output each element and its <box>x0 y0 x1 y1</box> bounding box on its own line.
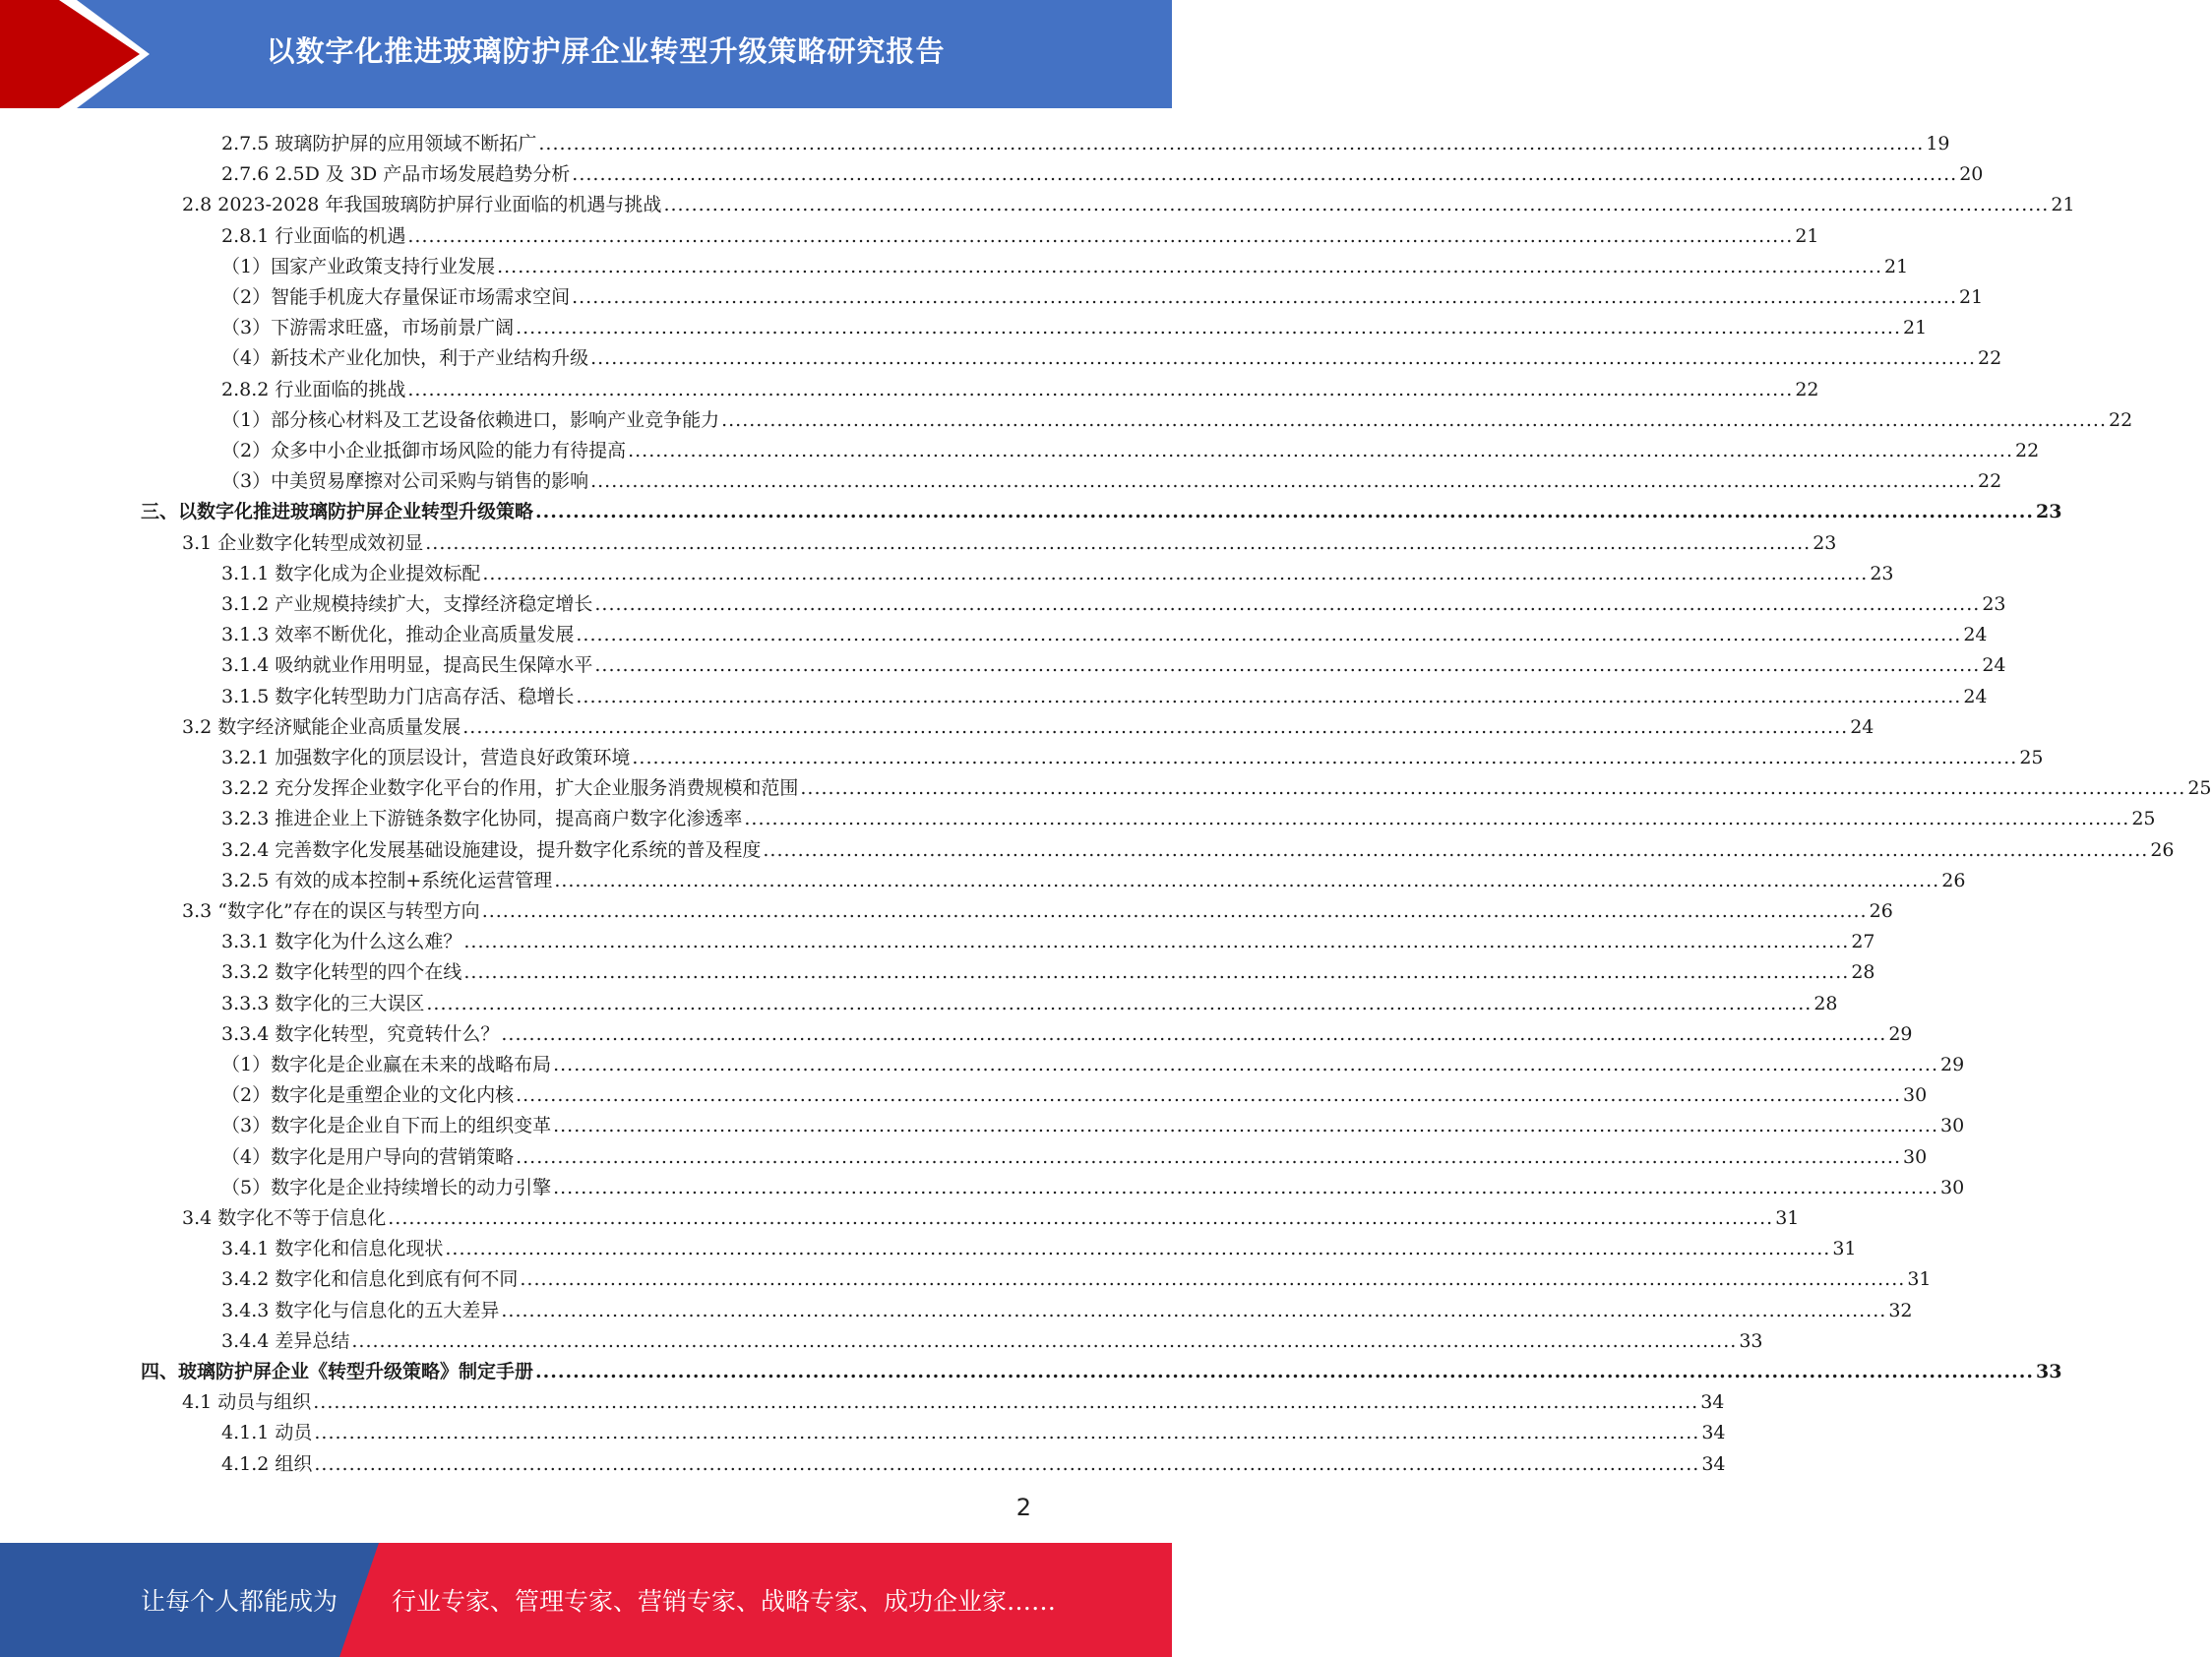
toc-entry-title: 3.1.2 产业规模持续扩大，支撑经济稳定增长 <box>221 593 593 615</box>
toc-entry[interactable] <box>221 155 1984 186</box>
toc-entry-title: 3.4.1 数字化和信息化现状 <box>221 1238 444 1260</box>
toc-entry-page: 24 <box>1850 715 1874 738</box>
toc-entry-title: 三、以数字化推进玻璃防护屏企业转型升级策略 <box>141 501 534 523</box>
toc-dot-leader: ........................................................................................................................................................................................................ <box>407 224 1794 247</box>
toc-entry-page: 31 <box>1775 1207 1800 1229</box>
toc-entry-page: 23 <box>1982 593 2006 615</box>
toc-entry[interactable] <box>221 1260 1932 1291</box>
toc-dot-leader: ........................................................................................................................................................................................................ <box>535 1361 2034 1382</box>
toc-dot-leader: ........................................................................................................................................................................................................ <box>663 194 2050 216</box>
toc-dot-leader: ........................................................................................................................................................................................................ <box>482 562 1869 584</box>
toc-entry-title: 4.1.2 组织 <box>221 1452 313 1475</box>
toc-entry-title: （2）智能手机庞大存量保证市场需求空间 <box>221 286 571 308</box>
toc-entry-title: 2.8.2 行业面临的挑战 <box>221 378 406 400</box>
toc-entry-title: （4）新技术产业化加快，利于产业结构升级 <box>221 347 589 370</box>
toc-entry-page: 26 <box>1941 869 1966 891</box>
toc-entry[interactable] <box>221 585 2006 616</box>
toc-dot-leader: ........................................................................................................................................................................................................ <box>721 408 2108 431</box>
toc-entry[interactable] <box>221 217 1819 248</box>
toc-entry-title: 3.4 数字化不等于信息化 <box>182 1207 387 1229</box>
toc-entry[interactable] <box>221 646 2006 677</box>
toc-dot-leader: ........................................................................................................................................................................................................ <box>553 1054 1939 1075</box>
toc-entry-title: （3）数字化是企业自下而上的组织变革 <box>221 1115 552 1137</box>
toc-entry-page: 21 <box>2051 194 2075 216</box>
toc-entry-title: 3.1.3 效率不断优化，推动企业高质量发展 <box>221 624 575 646</box>
toc-entry-title: 3.2.5 有效的成本控制+系统化运营管理 <box>221 869 553 891</box>
toc-entry-title: （1）国家产业政策支持行业发展 <box>221 255 496 277</box>
toc-entry-page: 21 <box>1884 255 1909 277</box>
toc-dot-leader: ........................................................................................................................................................................................................ <box>314 1422 1700 1444</box>
toc-entry-page: 26 <box>2150 838 2175 861</box>
toc-entry[interactable] <box>221 1076 1928 1107</box>
toc-entry-title: 4.1 动员与组织 <box>182 1391 312 1414</box>
toc-entry[interactable] <box>221 1138 1928 1169</box>
toc-dot-leader: ........................................................................................................................................................................................................ <box>463 961 1850 984</box>
toc-entry[interactable] <box>221 339 2002 370</box>
toc-entry-title: 2.7.5 玻璃防护屏的应用领域不断拓广 <box>221 133 537 154</box>
footer-slogan-right: 行业专家、管理专家、营销专家、战略专家、成功企业家…… <box>392 1587 1057 1616</box>
toc-entry[interactable] <box>182 892 1893 923</box>
toc-entry-title: （3）中美贸易摩擦对公司采购与销售的影响 <box>221 470 589 493</box>
toc-entry[interactable] <box>182 1383 1725 1414</box>
toc-dot-leader: ........................................................................................................................................................................................................ <box>590 347 1977 370</box>
toc-entry-title: 3.3.1 数字化为什么这么难？ <box>221 931 462 953</box>
toc-entry-title: 3.4.2 数字化和信息化到底有何不同 <box>221 1268 519 1291</box>
toc-entry-title: 3.2.1 加强数字化的顶层设计，营造良好政策环境 <box>221 747 631 768</box>
toc-dot-leader: ........................................................................................................................................................................................................ <box>554 869 1940 891</box>
toc-entry-title: （2）众多中小企业抵御市场风险的能力有待提高 <box>221 440 627 461</box>
toc-entry-page: 32 <box>1888 1299 1913 1321</box>
toc-entry[interactable] <box>221 1169 1965 1199</box>
toc-entry-title: （1）数字化是企业赢在未来的战略布局 <box>221 1054 552 1075</box>
toc-entry-page: 29 <box>1940 1054 1965 1075</box>
toc-entry[interactable] <box>221 831 2175 862</box>
page-header <box>0 0 1172 108</box>
toc-dot-leader: ........................................................................................................................................................................................................ <box>553 1176 1939 1198</box>
toc-entry-title: 2.7.6 2.5D 及 3D 产品市场发展趋势分析 <box>221 163 571 186</box>
toc-entry-title: 四、玻璃防护屏企业《转型升级策略》制定手册 <box>141 1361 534 1382</box>
toc-entry[interactable] <box>182 524 1837 555</box>
toc-dot-leader: ........................................................................................................................................................................................................ <box>535 501 2034 523</box>
toc-entry-page: 23 <box>2035 501 2062 523</box>
toc-entry[interactable] <box>221 1414 1726 1444</box>
toc-entry-page: 26 <box>1869 900 1893 922</box>
toc-dot-leader: ........................................................................................................................................................................................................ <box>445 1238 1831 1260</box>
toc-entry[interactable] <box>221 678 1988 708</box>
toc-entry-page: 31 <box>1832 1238 1857 1260</box>
toc-entry-page: 24 <box>1982 654 2006 677</box>
toc-entry-page: 25 <box>2187 777 2212 800</box>
toc-entry[interactable] <box>221 616 1988 646</box>
page-number: 2 <box>1015 1494 1031 1521</box>
toc-entry-title: 3.1.4 吸纳就业作用明显，提高民生保障水平 <box>221 654 593 677</box>
toc-entry[interactable] <box>221 555 1894 585</box>
toc-entry[interactable] <box>221 125 1950 155</box>
toc-dot-leader: ........................................................................................................................................................................................................ <box>501 1299 1887 1321</box>
toc-dot-leader: ........................................................................................................................................................................................................ <box>497 255 1883 277</box>
toc-dot-leader: ........................................................................................................................................................................................................ <box>594 593 1981 615</box>
toc-entry[interactable] <box>221 248 1909 278</box>
toc-entry-title: 3.1.1 数字化成为企业提效标配 <box>221 562 481 584</box>
toc-entry[interactable] <box>221 432 2040 462</box>
toc-dot-leader: ........................................................................................................................................................................................................ <box>628 440 2014 461</box>
toc-entry-title: 3.1 企业数字化转型成效初显 <box>182 531 424 554</box>
toc-entry-page: 22 <box>2109 408 2133 431</box>
footer-slogan-left: 让每个人都能成为 <box>141 1587 338 1616</box>
toc-entry-page: 34 <box>1701 1452 1726 1475</box>
toc-dot-leader: ........................................................................................................................................................................................................ <box>516 317 1902 339</box>
toc-dot-leader: ........................................................................................................................................................................................................ <box>426 992 1813 1014</box>
toc-dot-leader: ........................................................................................................................................................................................................ <box>594 654 1981 677</box>
toc-entry-page: 22 <box>1795 378 1819 400</box>
toc-entry-page: 21 <box>1795 224 1819 247</box>
toc-entry-page: 30 <box>1940 1176 1965 1198</box>
toc-entry-title: 3.4.4 差异总结 <box>221 1329 350 1352</box>
toc-entry-title: 3.3.2 数字化转型的四个在线 <box>221 961 462 984</box>
toc-dot-leader: ........................................................................................................................................................................................................ <box>576 685 1962 707</box>
toc-entry[interactable] <box>221 953 1875 984</box>
toc-dot-leader: ........................................................................................................................................................................................................ <box>462 715 1849 738</box>
toc-entry-page: 21 <box>1903 317 1928 339</box>
toc-entry[interactable] <box>221 862 1966 892</box>
toc-dot-leader: ........................................................................................................................................................................................................ <box>463 931 1850 953</box>
toc-entry-page: 28 <box>1851 961 1875 984</box>
toc-entry[interactable] <box>221 1015 1913 1046</box>
toc-entry-title: （5）数字化是企业持续增长的动力引擎 <box>221 1176 552 1198</box>
toc-entry[interactable] <box>182 186 2075 216</box>
toc-entry-page: 20 <box>1959 163 1984 186</box>
toc-dot-leader: ........................................................................................................................................................................................................ <box>800 777 2186 800</box>
toc-entry-page: 25 <box>2019 747 2044 768</box>
toc-dot-leader: ........................................................................................................................................................................................................ <box>744 808 2130 830</box>
toc-entry[interactable] <box>141 493 2062 523</box>
toc-entry[interactable] <box>221 739 2044 769</box>
toc-entry-page: 22 <box>1978 347 2002 370</box>
toc-entry-page: 30 <box>1903 1145 1928 1168</box>
toc-entry[interactable] <box>221 923 1875 953</box>
toc-entry[interactable] <box>221 278 1984 309</box>
toc-dot-leader: ........................................................................................................................................................................................................ <box>553 1115 1939 1137</box>
toc-entry-title: 2.8.1 行业面临的机遇 <box>221 224 406 247</box>
toc-entry-page: 29 <box>1888 1022 1913 1045</box>
toc-entry[interactable] <box>221 309 1928 339</box>
toc-entry[interactable] <box>221 401 2133 432</box>
toc-entry-title: 2.8 2023-2028 年我国玻璃防护屏行业面临的机遇与挑战 <box>182 194 662 216</box>
toc-dot-leader: ........................................................................................................................................................................................................ <box>501 1022 1887 1045</box>
toc-dot-leader: ........................................................................................................................................................................................................ <box>576 624 1962 646</box>
toc-entry[interactable] <box>221 985 1838 1015</box>
toc-entry[interactable] <box>221 769 2212 800</box>
toc-entry-page: 24 <box>1963 685 1988 707</box>
toc-entry-page: 19 <box>1926 133 1950 154</box>
toc-entry-page: 21 <box>1959 286 1984 308</box>
report-title: 以数字化推进玻璃防护屏企业转型升级策略研究报告 <box>266 33 946 68</box>
toc-entry[interactable] <box>221 1445 1726 1476</box>
toc-entry[interactable] <box>221 1230 1857 1260</box>
toc-entry-page: 23 <box>1870 562 1894 584</box>
toc-entry-page: 25 <box>2131 808 2156 830</box>
toc-entry-page: 34 <box>1701 1422 1726 1444</box>
toc-entry-page: 34 <box>1700 1391 1725 1414</box>
toc-dot-leader: ........................................................................................................................................................................................................ <box>520 1268 1906 1291</box>
toc-entry-title: 3.4.3 数字化与信息化的五大差异 <box>221 1299 500 1321</box>
toc-entry-title: （1）部分核心材料及工艺设备依赖进口，影响产业竞争能力 <box>221 408 720 431</box>
toc-entry-page: 30 <box>1903 1084 1928 1107</box>
toc-entry[interactable] <box>221 462 2002 493</box>
toc-entry-page: 22 <box>1978 470 2002 493</box>
toc-entry-title: 3.3.3 数字化的三大误区 <box>221 992 425 1014</box>
toc-dot-leader: ........................................................................................................................................................................................................ <box>516 1084 1902 1107</box>
toc-entry[interactable] <box>141 1353 2062 1383</box>
toc-entry-title: （4）数字化是用户导向的营销策略 <box>221 1145 515 1168</box>
toc-dot-leader: ........................................................................................................................................................................................................ <box>481 900 1868 922</box>
toc-entry-title: 3.2.3 推进企业上下游链条数字化协同，提高商户数字化渗透率 <box>221 808 743 830</box>
toc-entry[interactable] <box>221 1292 1913 1322</box>
toc-dot-leader: ........................................................................................................................................................................................................ <box>407 378 1794 400</box>
toc-entry-page: 31 <box>1907 1268 1932 1291</box>
toc-entry-page: 27 <box>1851 931 1875 953</box>
toc-entry-page: 33 <box>2035 1361 2062 1382</box>
toc-entry[interactable] <box>221 800 2156 830</box>
toc-dot-leader: ........................................................................................................................................................................................................ <box>351 1329 1738 1352</box>
toc-entry-page: 28 <box>1813 992 1838 1014</box>
toc-entry[interactable] <box>221 1046 1965 1076</box>
toc-entry[interactable] <box>221 371 1819 401</box>
toc-entry-title: 3.2.2 充分发挥企业数字化平台的作用，扩大企业服务消费规模和范围 <box>221 777 799 800</box>
page-footer <box>0 1543 1172 1657</box>
toc-dot-leader: ........................................................................................................................................................................................................ <box>425 531 1812 554</box>
toc-entry-title: 3.3 “数字化”存在的误区与转型方向 <box>182 900 480 922</box>
toc-dot-leader: ........................................................................................................................................................................................................ <box>572 163 1958 186</box>
toc-dot-leader: ........................................................................................................................................................................................................ <box>314 1452 1700 1475</box>
toc-entry-title: （3）下游需求旺盛，市场前景广阔 <box>221 317 515 339</box>
toc-dot-leader: ........................................................................................................................................................................................................ <box>572 286 1958 308</box>
toc-dot-leader: ........................................................................................................................................................................................................ <box>538 133 1925 154</box>
toc-dot-leader: ........................................................................................................................................................................................................ <box>388 1207 1774 1229</box>
toc-entry-page: 24 <box>1963 624 1988 646</box>
toc-entry[interactable] <box>182 708 1874 739</box>
toc-entry-title: 3.1.5 数字化转型助力门店高存活、稳增长 <box>221 685 575 707</box>
toc-entry-page: 30 <box>1940 1115 1965 1137</box>
toc-entry-title: （2）数字化是重塑企业的文化内核 <box>221 1084 515 1107</box>
toc-dot-leader: ........................................................................................................................................................................................................ <box>632 747 2018 768</box>
toc-entry-title: 3.2.4 完善数字化发展基础设施建设，提升数字化系统的普及程度 <box>221 838 762 861</box>
toc-entry-page: 22 <box>2015 440 2040 461</box>
toc-entry-page: 33 <box>1739 1329 1763 1352</box>
toc-entry[interactable] <box>182 1199 1800 1230</box>
toc-entry-page: 23 <box>1813 531 1837 554</box>
toc-entry[interactable] <box>221 1322 1763 1353</box>
toc-dot-leader: ........................................................................................................................................................................................................ <box>313 1391 1699 1414</box>
toc-entry[interactable] <box>221 1107 1965 1137</box>
toc-entry-title: 4.1.1 动员 <box>221 1422 313 1444</box>
toc-entry-title: 3.2 数字经济赋能企业高质量发展 <box>182 715 461 738</box>
toc-dot-leader: ........................................................................................................................................................................................................ <box>763 838 2149 861</box>
toc-dot-leader: ........................................................................................................................................................................................................ <box>590 470 1977 493</box>
toc-entry-title: 3.3.4 数字化转型，究竟转什么？ <box>221 1022 500 1045</box>
toc-dot-leader: ........................................................................................................................................................................................................ <box>516 1145 1902 1168</box>
